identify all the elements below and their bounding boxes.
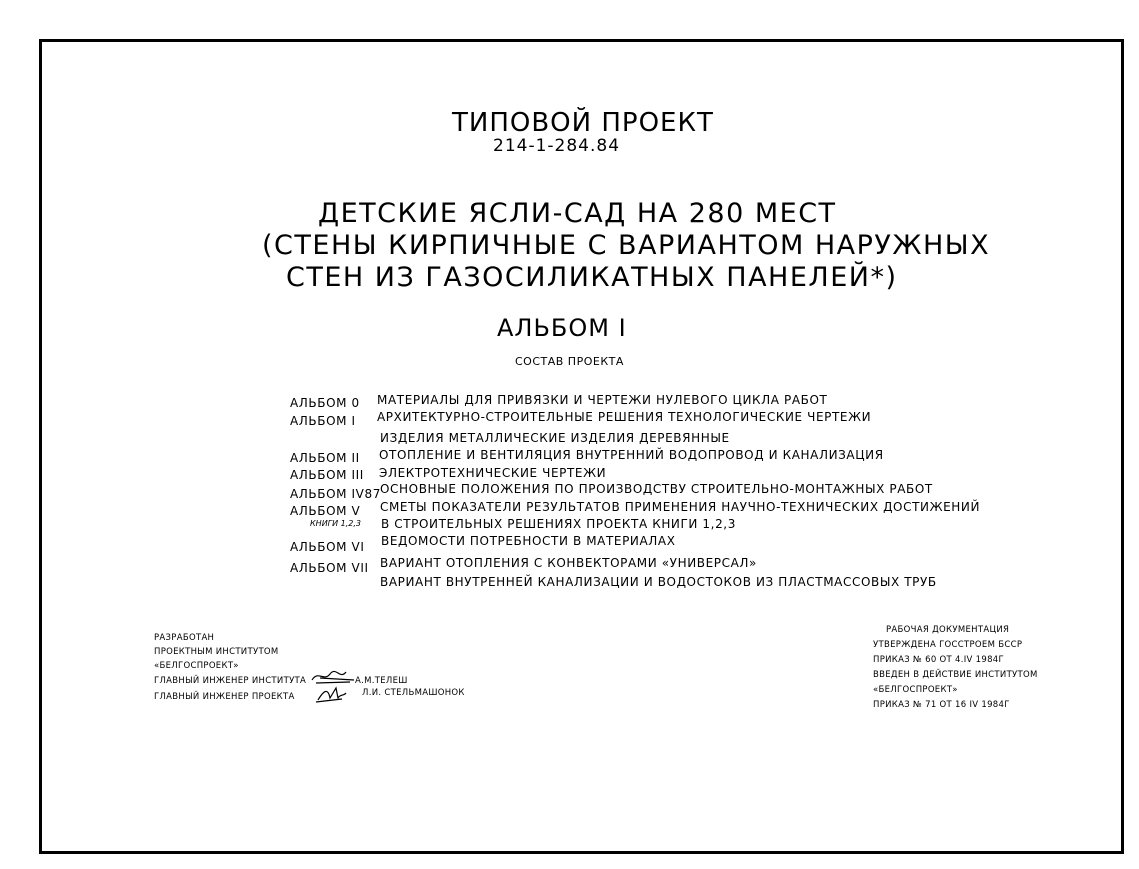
album-label: АЛЬБОМ II [290, 451, 360, 465]
project-name-line2: (СТЕНЫ КИРПИЧНЫЕ С ВАРИАНТОМ НАРУЖНЫХ [262, 230, 991, 261]
album-label: АЛЬБОМ I [290, 414, 356, 428]
chief-project-name: Л.И. СТЕЛЬМАШОНОК [362, 688, 465, 698]
approval-line: ВВЕДЕН В ДЕЙСТВИЕ ИНСТИТУТОМ [873, 670, 1038, 680]
album-description: ВЕДОМОСТИ ПОТРЕБНОСТИ В МАТЕРИАЛАХ [381, 534, 676, 548]
developer-line: «БЕЛГОСПРОЕКТ» [154, 661, 239, 671]
album-label: АЛЬБОМ VI [290, 540, 365, 554]
album-label: АЛЬБОМ 0 [290, 396, 360, 410]
approval-line: ПРИКАЗ № 71 ОТ 16 IV 1984Г [873, 700, 1010, 710]
album-description: ЭЛЕКТРОТЕХНИЧЕСКИЕ ЧЕРТЕЖИ [379, 466, 607, 480]
approval-line: ПРИКАЗ № 60 ОТ 4.IV 1984Г [873, 655, 1004, 665]
chief-project-role: ГЛАВНЫЙ ИНЖЕНЕР ПРОЕКТА [154, 692, 295, 702]
project-number: 214-1-284.84 [493, 136, 621, 156]
album-description: МАТЕРИАЛЫ ДЛЯ ПРИВЯЗКИ И ЧЕРТЕЖИ НУЛЕВОГО ЦИКЛА РАБОТ [377, 393, 828, 407]
project-name-line1: ДЕТСКИЕ ЯСЛИ-САД НА 280 МЕСТ [318, 198, 837, 229]
composition-title: СОСТАВ ПРОЕКТА [515, 355, 624, 368]
album-label: АЛЬБОМ VII [290, 561, 369, 575]
books-label: КНИГИ 1,2,3 [310, 519, 362, 528]
doc-title: ТИПОВОЙ ПРОЕКТ [452, 108, 714, 138]
album-description: ВАРИАНТ ОТОПЛЕНИЯ С КОНВЕКТОРАМИ «УНИВЕРСАЛ» [380, 556, 757, 570]
album-description: ОСНОВНЫЕ ПОЛОЖЕНИЯ ПО ПРОИЗВОДСТВУ СТРОИТЕЛЬНО-МОНТАЖНЫХ РАБОТ [380, 482, 933, 496]
album-label: АЛЬБОМ V [290, 504, 361, 518]
approval-line: «БЕЛГОСПРОЕКТ» [873, 685, 958, 695]
album-description: ОТОПЛЕНИЕ И ВЕНТИЛЯЦИЯ ВНУТРЕННИЙ ВОДОПРОВОД И КАНАЛИЗАЦИЯ [379, 448, 884, 462]
project-name-line3: СТЕН ИЗ ГАЗОСИЛИКАТНЫХ ПАНЕЛЕЙ*) [286, 262, 898, 293]
approval-line: РАБОЧАЯ ДОКУМЕНТАЦИЯ [886, 625, 1010, 635]
developer-line: ПРОЕКТНЫМ ИНСТИТУТОМ [154, 647, 279, 657]
album-description: ИЗДЕЛИЯ МЕТАЛЛИЧЕСКИЕ ИЗДЕЛИЯ ДЕРЕВЯННЫЕ [380, 431, 730, 445]
chief-institute-name: А.М.ТЕЛЕШ [355, 676, 408, 686]
album-description: СМЕТЫ ПОКАЗАТЕЛИ РЕЗУЛЬТАТОВ ПРИМЕНЕНИЯ НАУЧНО-ТЕХНИЧЕСКИХ ДОСТИЖЕНИЙ [380, 500, 981, 514]
signature-chief-project [314, 684, 348, 704]
album-label: АЛЬБОМ III [290, 468, 364, 482]
chief-institute-role: ГЛАВНЫЙ ИНЖЕНЕР ИНСТИТУТА [154, 676, 307, 686]
approval-line: УТВЕРЖДЕНА ГОССТРОЕМ БССР [873, 640, 1023, 650]
developer-line: РАЗРАБОТАН [154, 633, 215, 643]
album-description: ВАРИАНТ ВНУТРЕННЕЙ КАНАЛИЗАЦИИ И ВОДОСТОКОВ ИЗ ПЛАСТМАССОВЫХ ТРУБ [380, 575, 937, 589]
album-description: АРХИТЕКТУРНО-СТРОИТЕЛЬНЫЕ РЕШЕНИЯ ТЕХНОЛОГИЧЕСКИЕ ЧЕРТЕЖИ [377, 410, 872, 424]
album-title: АЛЬБОМ I [497, 314, 627, 342]
album-label: АЛЬБОМ IV87 [290, 487, 381, 501]
album-description: В СТРОИТЕЛЬНЫХ РЕШЕНИЯХ ПРОЕКТА КНИГИ 1,2,3 [381, 517, 736, 531]
drawing-frame [39, 39, 1124, 854]
